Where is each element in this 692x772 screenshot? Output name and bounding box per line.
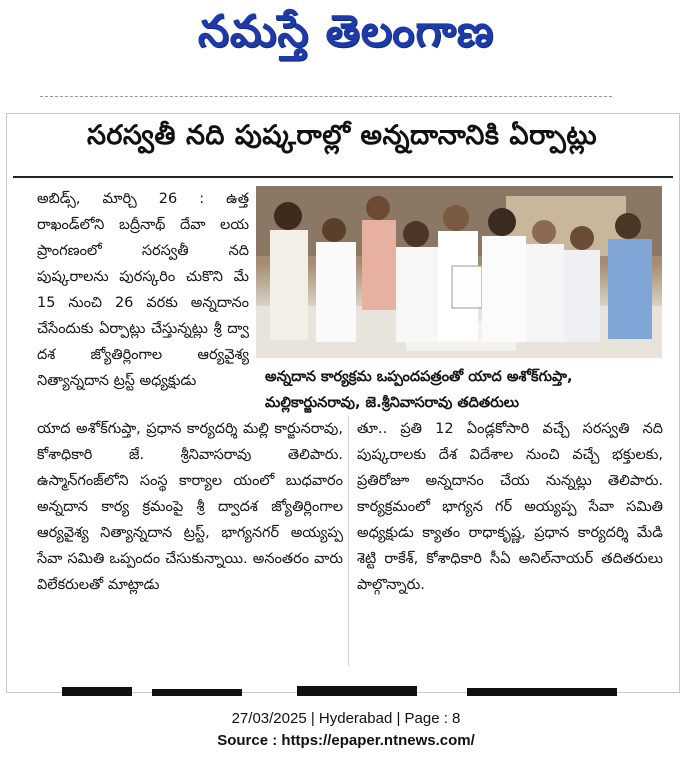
cropped-next-headline <box>7 682 679 696</box>
article-paragraph-bottom-right: తూ.. ప్రతి 12 ఏండ్లకోసారి వచ్చే సరస్వతి నది పుష్కరాలకు దేశ విదేశాల నుంచి వచ్చే భక్తులకు, ప్రతిరోజూ అన్నదానం చేయ నున్నట్లు తెలిపారు. కార్యక్రమంలో భాగ్యన గర్ అయ్యప్ప సేవా సమితి అధ్యక్షుడు క్యాతం రాధాకృష్ణ, ప్రధాన కార్యదర్శి మేడి శెట్టి రాకేశ్, కోశాధికారి సీఏ అనిల్‌నాయర్ తదితరులు పాల్గొన్నారు. <box>357 421 663 593</box>
clipping-footer <box>0 708 692 752</box>
newspaper-logo: నమస్తే తెలంగాణ <box>197 6 495 57</box>
article-clipping <box>6 113 680 693</box>
column-divider <box>348 416 349 666</box>
clipping-date-location-page: 27/03/2025 | Hyderabad | Page : 8 <box>231 710 461 727</box>
clipping-source: Source : https://epaper.ntnews.com/ <box>217 732 475 749</box>
article-headline: సరస్వతీ నది పుష్కరాల్లో అన్నదానానికి ఏర్పాట్లు <box>86 120 598 151</box>
cropped-text-strip <box>0 90 692 104</box>
group-photo-image <box>256 186 662 358</box>
newspaper-masthead <box>0 0 692 86</box>
article-photo <box>256 186 662 358</box>
article-paragraph-top-left: అబిడ్స్, మార్చి 26 : ఉత్త రాఖండ్‌లోని బద్రీనాథ్ దేవా లయ ప్రాంగణంలో సరస్వతీ నది పుష్కరాలను పురస్కరిం చుకొని మే 15 నుంచి 26 వరకు అన్నదానం చేసేందుకు ఏర్పాట్లు చేస్తున్నట్లు శ్రీ ద్వా దశ జ్యోతిర్లింగాల ఆర్యవైశ్య నిత్యాన్నదాన ట్రస్ట్ అధ్యక్షుడు <box>37 191 249 389</box>
photo-caption: అన్నదాన కార్యక్రమ ఒప్పందపత్రంతో యాద అశోక్‌గుప్తా, మల్లికార్జునరావు, జె.శ్రీనివాసరావు తదితరులు <box>265 369 573 411</box>
article-paragraph-bottom-left: యాద అశోక్‌గుప్తా, ప్రధాన కార్యదర్శి మల్లి కార్జునరావు, కోశాధికారి జే. శ్రీనివాసరావు తెలిపారు. ఉస్మాన్‌గంజ్‌లోని సంస్థ కార్యాల యంలో బుధవారం అన్నదాన కార్య క్రమంపై శ్రీ ద్వాదశ జ్యోతిర్లింగాల ఆర్యవైశ్య నిత్యాన్నదాన ట్రస్ట్, భాగ్యనగర్ అయ్యప్ప సేవా సమితి ఒప్పందం చేసుకున్నాయి. అనంతరం వారు విలేకరులతో మాట్లాడు <box>37 421 343 593</box>
headline-rule <box>13 176 673 178</box>
